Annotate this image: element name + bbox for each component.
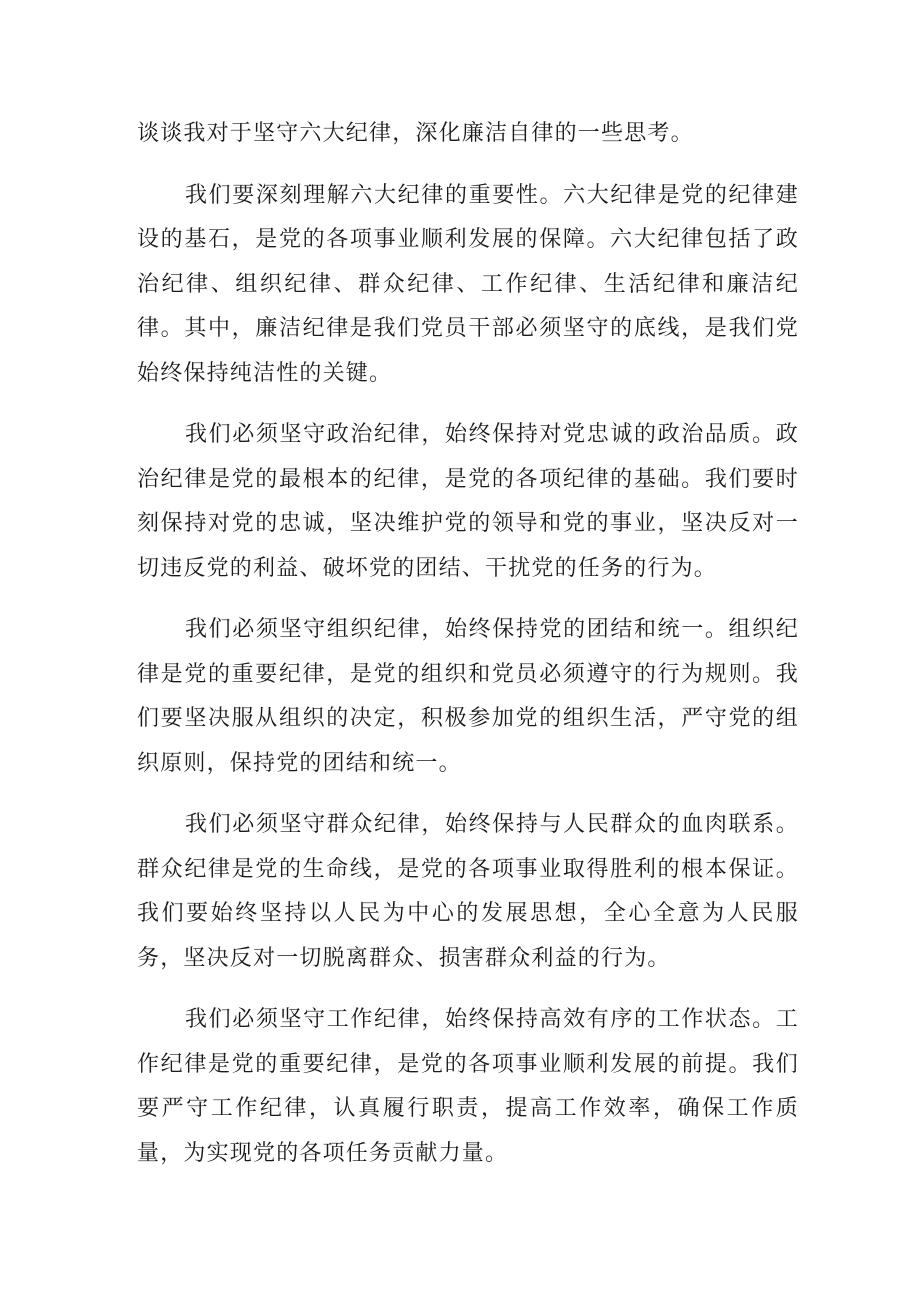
paragraph-importance: 我们要深刻理解六大纪律的重要性。六大纪律是党的纪律建设的基石，是党的各项事业顺利发展的保障。六大纪律包括了政治纪律、组织纪律、群众纪律、工作纪律、生活纪律和廉洁纪律。其中，廉洁纪律是我们党员干部必须坚守的底线，是我们党始终保持纯洁性的关键。: [137, 182, 799, 386]
paragraph-work-discipline: 我们必须坚守工作纪律，始终保持高效有序的工作状态。工作纪律是党的重要纪律，是党的各项事业顺利发展的前提。我们要严守工作纪律，认真履行职责，提高工作效率，确保工作质量，为实现党的各项任务贡献力量。: [137, 1007, 799, 1166]
paragraph-political-discipline: 我们必须坚守政治纪律，始终保持对党忠诚的政治品质。政治纪律是党的最根本的纪律，是党的各项纪律的基础。我们要时刻保持对党的忠诚，坚决维护党的领导和党的事业，坚决反对一切违反党的利益、破坏党的团结、干扰党的任务的行为。: [137, 422, 799, 581]
paragraph-intro: 谈谈我对于坚守六大纪律，深化廉洁自律的一些思考。: [137, 121, 694, 146]
document-body: [137, 112, 799, 1176]
paragraph-organizational-discipline: 我们必须坚守组织纪律，始终保持党的团结和统一。组织纪律是党的重要纪律，是党的组织和党员必须遵守的行为规则。我们要坚决服从组织的决定，积极参加党的组织生活，严守党的组织原则，保持党的团结和统一。: [137, 617, 799, 776]
paragraph-mass-discipline: 我们必须坚守群众纪律，始终保持与人民群众的血肉联系。群众纪律是党的生命线，是党的各项事业取得胜利的根本保证。我们要始终坚持以人民为中心的发展思想，全心全意为人民服务，坚决反对一切脱离群众、损害群众利益的行为。: [137, 812, 799, 971]
